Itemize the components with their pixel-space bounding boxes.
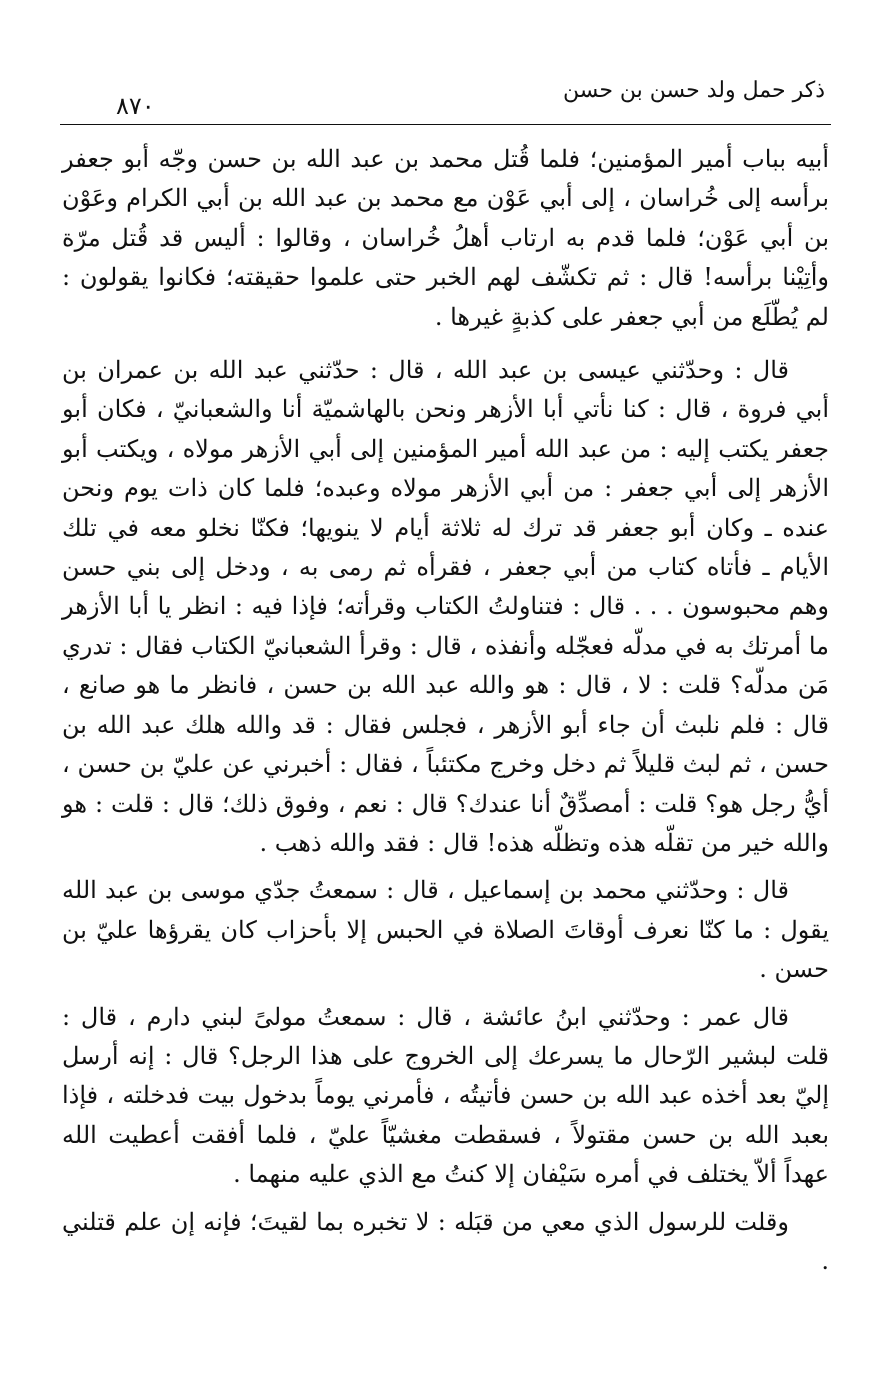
paragraph: قال : وحدّثني عيسى بن عبد الله ، قال : حدّثني عبد الله بن عمران بن أبي فروة ، قال : كنا نأتي أبا الأزهر ونحن بالهاشميّة أنا والشعبانيّ ، فكان أبو جعفر يكتب إليه : من عبد الله أمير المؤمنين إلى أبي الأزهر مولاه ، ويكتب أبو الأزهر إلى أبي جعفر : من أبي الأزهر مولاه وعبده؛ فلما كان ذات يوم ونحن عنده ـ وكان أبو جعفر قد ترك له ثلاثة أيام لا ينويها؛ فكنّا نخلو معه في تلك الأيام ـ فأتاه كتاب من أبي جعفر ، فقرأه ثم رمى به ، ودخل إلى بني حسن وهم محبوسون . . . قال : فتناولتُ الكتاب وقرأته؛ فإذا فيه : انظر يا أبا الأزهر ما أمرتك به في مدلّه فعجّله وأنفذه ، قال : وقرأ الشعبانيّ الكتاب فقال : تدري مَن مدلّه؟ قلت : لا ، قال : هو والله عبد الله بن حسن ، فانظر ما هو صانع ، قال : فلم نلبث أن جاء أبو الأزهر ، فجلس فقال : قد والله هلك عبد الله بن حسن ، ثم لبث قليلاً ثم دخل وخرج مكتئباً ، فقال : أخبرني عن عليّ بن حسن ، أيُّ رجل هو؟ قلت : أمصدِّقٌ أنا عندك؟ قال : نعم ، وفوق ذلك؛ قال : قلت : هو والله خير من تقلّه هذه وتظلّه هذه! قال : فقد والله ذهب . xyxy=(62,356,829,857)
paragraph: أبيه بباب أمير المؤمنين؛ فلما قُتل محمد بن عبد الله بن حسن وجّه أبو جعفر برأسه إلى خُراسان ، إلى أبي عَوْن مع محمد بن عبد الله بن أبي الكرام وعَوْن بن أبي عَوْن؛ فلما قدم به ارتاب أهلُ خُراسان ، وقالوا : أليس قد قُتل مرّة وأتِيْنا برأسه! قال : ثم تكشّف لهم الخبر حتى علموا حقيقته؛ فكانوا يقولون : لم يُطّلَع من أبي جعفر على كذبةٍ غيرها . xyxy=(62,145,829,331)
body-text xyxy=(62,140,829,1289)
page-number: ٨٧٠ xyxy=(116,92,155,120)
paragraph: قال عمر : وحدّثني ابنُ عائشة ، قال : سمعتُ مولىً لبني دارم ، قال : قلت لبشير الرّحال ما يسرعك إلى الخروج على هذا الرجل؟ قال : إنه أرسل إليّ بعد أخذه عبد الله بن حسن فأتيتُه ، فأمرني يوماً بدخول بيت فدخلته ، فإذا بعبد الله بن حسن مقتولاً ، فسقطت مغشيّاً عليّ ، فلما أفقت أعطيت الله عهداً ألاّ يختلف في أمره سَيْفان إلا كنتُ مع الذي عليه منهما . xyxy=(62,1002,829,1189)
page-header xyxy=(60,78,831,120)
paragraph: وقلت للرسول الذي معي من قبَله : لا تخبره بما لقيتَ؛ فإنه إن علم قتلني . xyxy=(62,1207,829,1275)
paragraph: قال : وحدّثني محمد بن إسماعيل ، قال : سمعتُ جدّي موسى بن عبد الله يقول : ما كنّا نعرف أوقاتَ الصلاة في الحبس إلا بأحزاب كان يقرؤها عليّ بن حسن . xyxy=(62,876,830,984)
running-head: ذكر حمل ولد حسن بن حسن xyxy=(562,78,825,103)
header-rule xyxy=(60,124,831,125)
